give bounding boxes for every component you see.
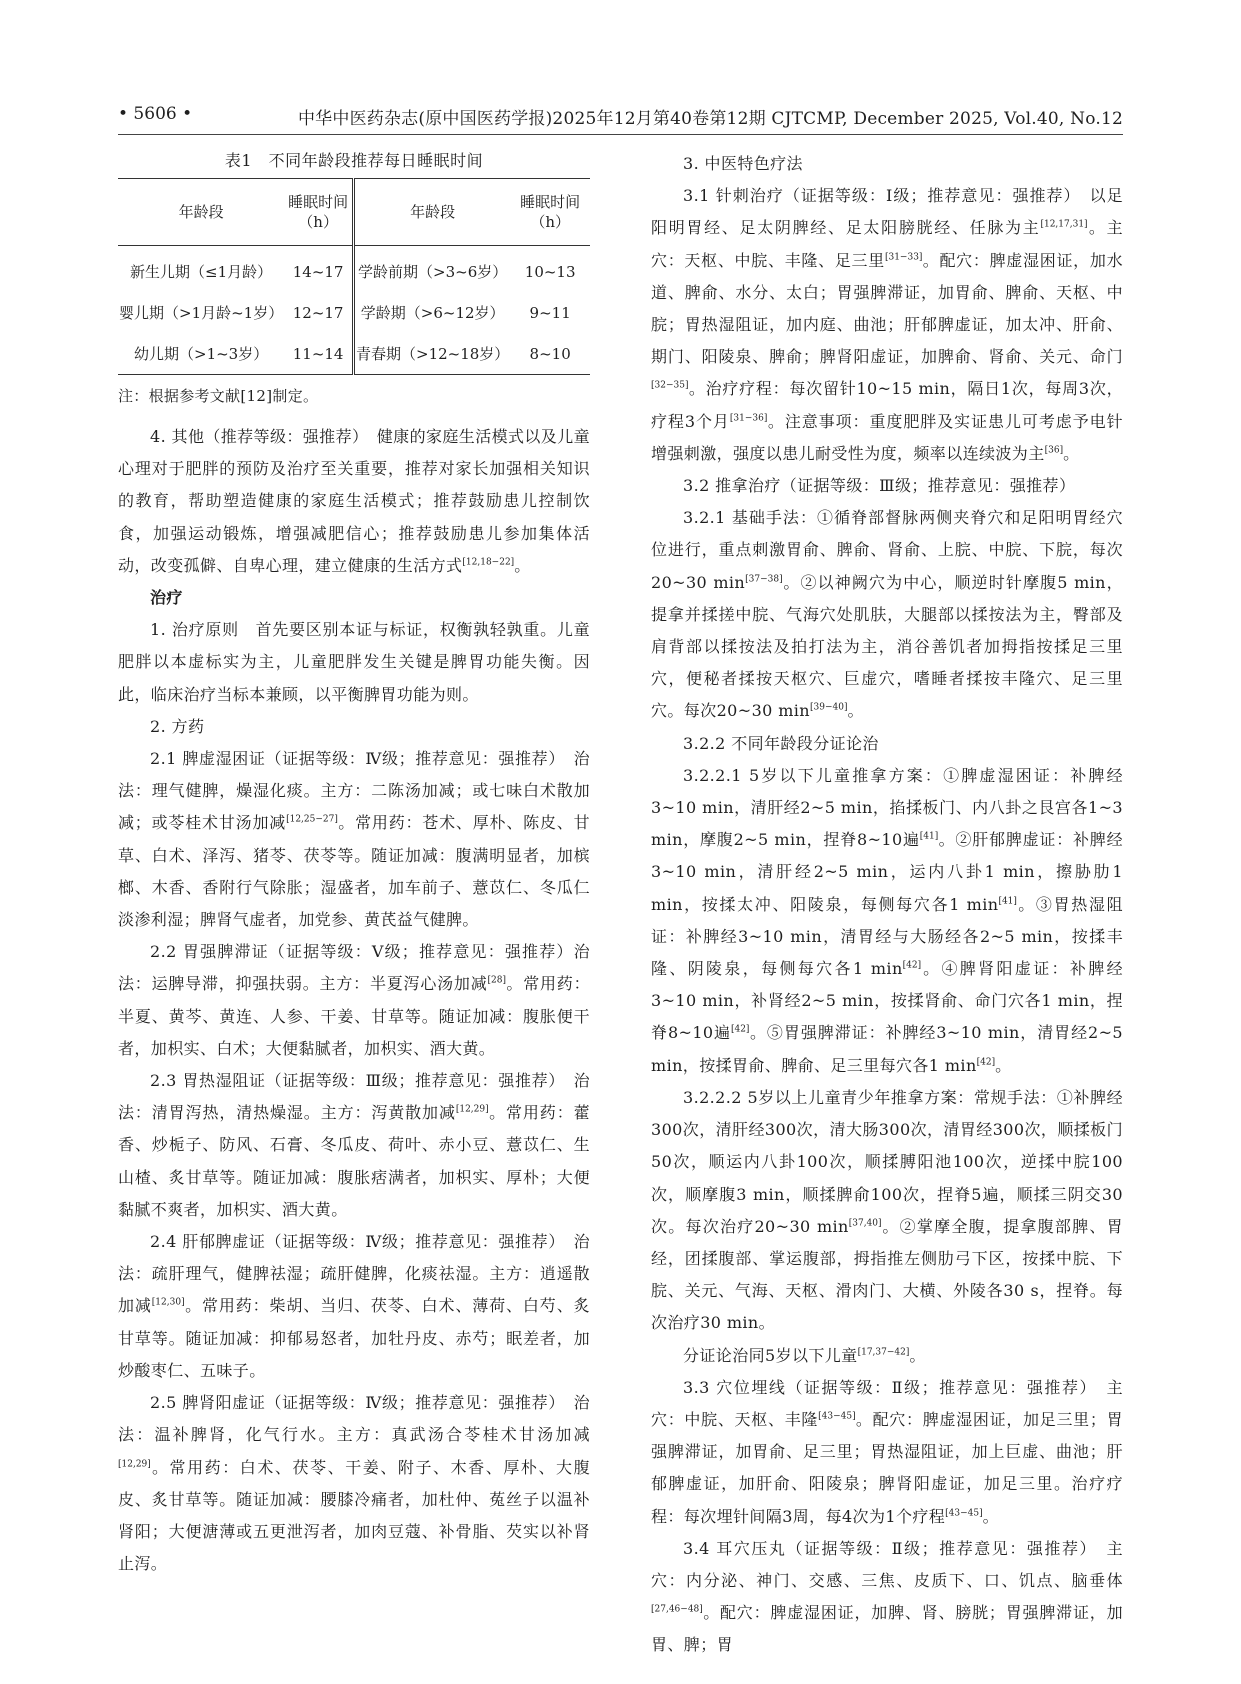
paragraph-3-3: 3.3 穴位埋线（证据等级：Ⅱ级；推荐意见：强推荐） 主穴：中脘、天枢、丰隆[43−45]。配穴：脾虚湿困证，加足三里；胃强脾滞证，加胃俞、足三里；胃热湿阻证，加上巨虚、曲池；肝郁脾虚证，加肝俞、阳陵泉；脾肾阳虚证，加足三里。治疗疗程：每次埋针间隔3周，每4次为1个疗程[43−45]。 [651, 1377, 1123, 1526]
paragraph-fangyao: 2. 方药 [150, 716, 205, 736]
th-sleep-2: 睡眠时间 （h） [510, 179, 590, 246]
table-note: 注：根据参考文献[12]制定。 [118, 387, 319, 405]
paragraph-2-2: 2.2 胃强脾滞证（证据等级：Ⅴ级；推荐意见：强推荐）治法：运脾导滞，抑强扶弱。主方：半夏泻心汤加减[28]。常用药：半夏、黄芩、黄连、人参、干姜、甘草等。随证加减：腹胀便干者，加枳实、白术；大便黏腻者，加枳实、酒大黄。 [118, 942, 590, 1058]
table-row: 幼儿期（>1~3岁） 11~14 青春期（>12~18岁） 8~10 [118, 333, 590, 375]
paragraph-2-3: 2.3 胃热湿阻证（证据等级：Ⅲ级；推荐意见：强推荐） 治法：清胃泻热，清热燥湿。主方：泻黄散加减[12,29]。常用药：藿香、炒栀子、防风、石膏、冬瓜皮、荷叶、赤小豆、薏苡仁、生山楂、炙甘草等。随证加减：腹胀痞满者，加枳实、厚朴；大便黏腻不爽者，加枳实、酒大黄。 [118, 1071, 590, 1219]
paragraph-3-2-2-2: 3.2.2.2 5岁以上儿童青少年推拿方案：常规手法：①补脾经300次，清肝经300次，清大肠300次，清胃经300次，顺揉板门50次，顺运内八卦100次，顺揉膊阳池100次，逆揉中脘100次，顺摩腹3 min，顺揉脾俞100次，捏脊5遍，顺揉三阴交30次。每次治疗20~30 min[37,40]。②掌摩全腹，提拿腹部脾、胃经，团揉腹部、掌运腹部，拇指推左侧肋弓下区，按揉中脘、下脘、关元、气海、天枢、滑肉门、大横、外陵各30 s，捏脊。每次治疗30 min。 [651, 1087, 1123, 1333]
th-age-2: 年龄段 [354, 179, 511, 246]
sleep-table [118, 178, 590, 375]
paragraph-3-2: 3.2 推拿治疗（证据等级：Ⅲ级；推荐意见：强推荐） [683, 476, 1076, 496]
table-row: 新生儿期（≤1月龄） 14~17 学龄前期（>3~6岁） 10~13 [118, 246, 590, 293]
paragraph-2-4: 2.4 肝郁脾虚证（证据等级：Ⅳ级；推荐意见：强推荐） 治法：疏肝理气，健脾祛湿；疏肝健脾，化痰祛湿。主方：逍遥散加减[12,30]。常用药：柴胡、当归、茯苓、白术、薄荷、白芍、炙甘草等。随证加减：抑郁易怒者，加牡丹皮、赤芍；眠差者，加炒酸枣仁、五味子。 [118, 1232, 590, 1380]
paragraph-principle: 1. 治疗原则 首先要区别本证与标证，权衡孰轻孰重。儿童肥胖以本虚标实为主，儿童肥胖发生关键是脾胃功能失衡。因此，临床治疗当标本兼顾，以平衡脾胃功能为则。 [118, 620, 590, 704]
section-heading-treatment: 治疗 [150, 588, 183, 608]
paragraph-3: 3. 中医特色疗法 [683, 154, 803, 173]
th-sleep: 睡眠时间 （h） [284, 179, 353, 246]
table-row: 婴儿期（>1月龄~1岁） 12~17 学龄期（>6~12岁） 9~11 [118, 292, 590, 333]
paragraph-3-2-1: 3.2.1 基础手法：①循脊部督脉两侧夹脊穴和足阳明胃经穴位进行，重点刺激胃俞、脾俞、肾俞、上脘、中脘、下脘，每次20~30 min[37−38]。②以神阙穴为中心，顺逆时针摩腹5 min，提拿并揉搓中脘、气海穴处肌肤，大腿部以揉按法为主，臀部及肩背部以揉按法及拍打法为主，消谷善饥者加拇指按揉足三里穴，便秘者揉按天枢穴、巨虚穴，嗜睡者揉按丰隆穴、足三里穴。每次20~30 min[39−40]。 [651, 508, 1123, 721]
paragraph-3-4: 3.4 耳穴压丸（证据等级：Ⅱ级；推荐意见：强推荐） 主穴：内分泌、神门、交感、三焦、皮质下、口、饥点、脑垂体[27,46−48]。配穴：脾虚湿困证，加脾、肾、膀胱；胃强脾滞证，加胃、脾；胃 [651, 1538, 1123, 1655]
journal-title: 中华中医药杂志(原中国医药学报)2025年12月第40卷第12期 CJTCMP, December 2025, Vol.40, No.12 [297, 109, 1123, 129]
paragraph-3-1: 3.1 针刺治疗（证据等级：Ⅰ级；推荐意见：强推荐） 以足阳明胃经、足太阴脾经、足太阳膀胱经、任脉为主[12,17,31]。主穴：天枢、中脘、丰隆、足三里[31−33]。配穴：脾虚湿困证，加水道、脾俞、水分、太白；胃强脾滞证，加胃俞、脾俞、天枢、中脘；胃热湿阻证，加内庭、曲池；肝郁脾虚证，加太冲、肝俞、期门、阳陵泉、脾俞；脾肾阳虚证，加脾俞、肾俞、关元、命门[32−35]。治疗疗程：每次留针10~15 min，隔日1次，每周3次，疗程3个月[31−36]。注意事项：重度肥胖及实证患儿可考虑予电针增强刺激，强度以患儿耐受性为度，频率以连续波为主[36]。 [651, 186, 1124, 463]
paragraph-3-2-2-1: 3.2.2.1 5岁以下儿童推拿方案：①脾虚湿困证：补脾经3~10 min，清肝经2~5 min，掐揉板门、内八卦之艮宫各1~3 min，摩腹2~5 min，捏脊8~10遍[41]。②肝郁脾虚证：补脾经3~10 min，清肝经2~5 min，运内八卦1 min，擦胁肋1 min，按揉太冲、阳陵泉，每侧每穴各1 min[41]。③胃热湿阻证：补脾经3~10 min，清胃经与大肠经各2~5 min，按揉丰隆、阴陵泉，每侧每穴各1 min[42]。④脾肾阳虚证：补脾经3~10 min，补肾经2~5 min，按揉肾俞、命门穴各1 min，捏脊8~10遍[42]。⑤胃强脾滞证：补脾经3~10 min，清胃经2~5 min，按揉胃俞、脾俞、足三里每穴各1 min[42]。 [651, 765, 1124, 1075]
left-column [118, 148, 590, 1580]
paragraph-other: 4. 其他（推荐等级：强推荐） 健康的家庭生活模式以及儿童心理对于肥胖的预防及治疗至关重要，推荐对家长加强相关知识的教育，帮助塑造健康的家庭生活模式；推荐鼓励患儿控制饮食，加强运动锻炼，增强减肥信心；推荐鼓励患儿参加集体活动，改变孤僻、自卑心理，建立健康的生活方式[12,18−22]。 [118, 427, 590, 575]
right-column [651, 148, 1123, 1662]
paragraph-fenzheng: 分证论治同5岁以下儿童[17,37−42]。 [683, 1345, 926, 1365]
page-header [118, 98, 1123, 135]
paragraph-2-5: 2.5 脾肾阳虚证（证据等级：Ⅳ级；推荐意见：强推荐） 治法：温补脾肾，化气行水。主方：真武汤合苓桂术甘汤加减[12,29]。常用药：白术、茯苓、干姜、附子、木香、厚朴、大腹皮、炙甘草等。随证加减：腰膝冷痛者，加杜仲、菟丝子以温补肾阳；大便溏薄或五更泄泻者，加肉豆蔻、补骨脂、芡实以补肾止泻。 [118, 1393, 590, 1574]
table-caption: 表1 不同年龄段推荐每日睡眠时间 [224, 151, 484, 170]
th-age: 年龄段 [118, 179, 284, 246]
paragraph-2-1: 2.1 脾虚湿困证（证据等级：Ⅳ级；推荐意见：强推荐） 治法：理气健脾，燥湿化痰。主方：二陈汤加减；或七味白术散加减；或苓桂术甘汤加减[12,25−27]。常用药：苍术、厚朴、陈皮、甘草、白术、泽泻、猪苓、茯苓等。随证加减：腹满明显者，加槟榔、木香、香附行气除胀；湿盛者，加车前子、薏苡仁、冬瓜仁淡渗利湿；脾肾气虚者，加党参、黄芪益气健脾。 [118, 749, 590, 930]
paragraph-3-2-2: 3.2.2 不同年龄段分证论治 [683, 733, 879, 753]
page-number: • 5606 • [118, 104, 193, 124]
